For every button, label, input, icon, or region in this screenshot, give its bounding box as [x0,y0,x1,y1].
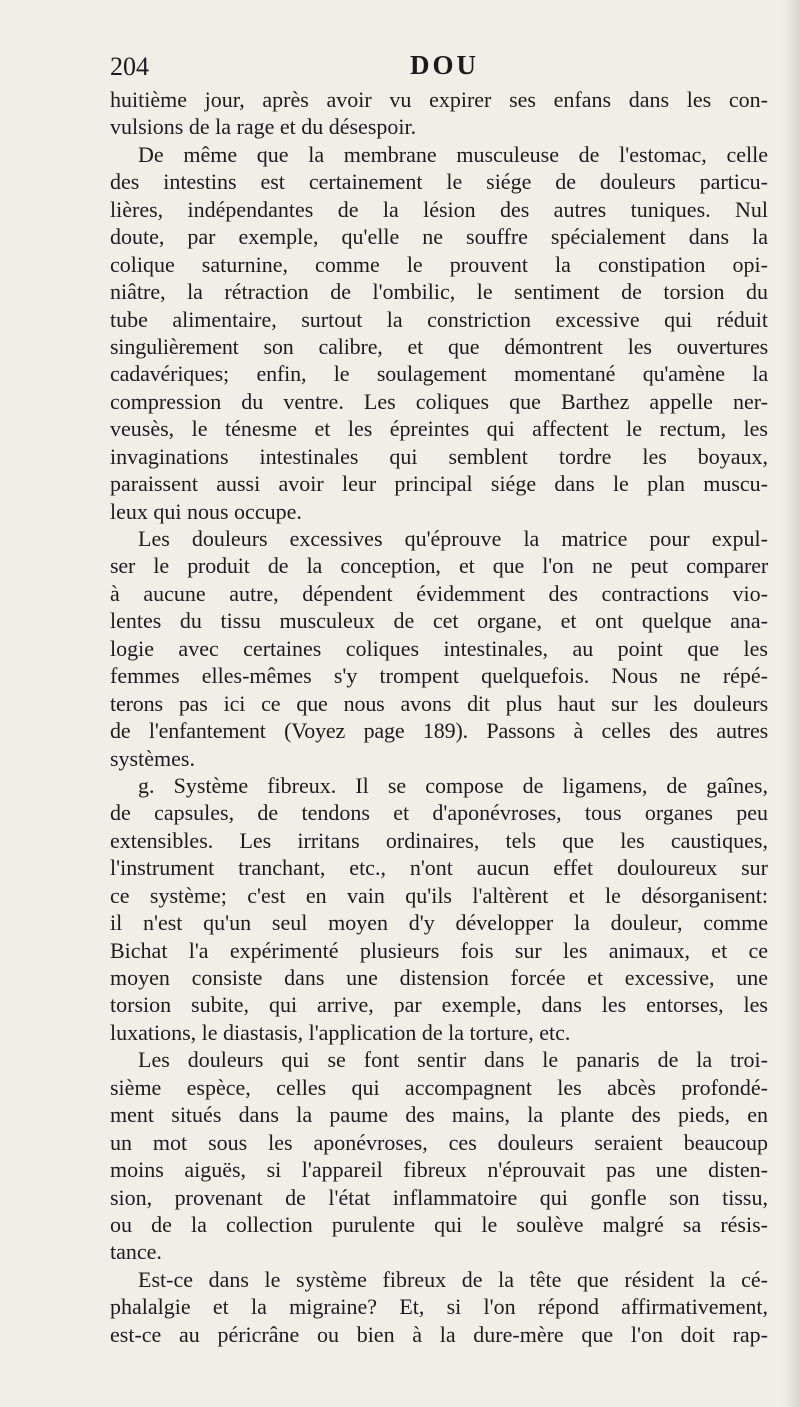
text-line: tube alimentaire, surtout la constriction excessive qui réduit [110,306,768,332]
text-line: lières, indépendantes de la lésion des autres tuniques. Nul [110,196,768,222]
text-line: terons pas ici ce que nous avons dit plus haut sur les douleurs [110,690,768,716]
text-line: moyen consiste dans une distension forcée et excessive, une [110,965,768,990]
text-line: phalalgie et la migraine? Et, si l'on répond affirmativement, [110,1294,768,1320]
text-line: veusès, le ténesme et les épreintes qui affectent le rectum, les [110,416,768,442]
page-header [110,50,768,84]
text-line: extensibles. Les irritans ordinaires, tels que les caustiques, [110,827,768,853]
text-line: lentes du tissu musculeux de cet organe, et ont quelque ana- [110,608,768,634]
text-line: Bichat l'a expérimenté plusieurs fois sur les animaux, et ce [110,937,768,963]
text-line: doute, par exemple, qu'elle ne souffre spécialement dans la [110,224,768,250]
text-line: ce système; c'est en vain qu'ils l'altèrent et le désorganisent: [110,882,768,908]
page-edge-shadow [782,0,800,1407]
text-line: logie avec certaines coliques intestinales, au point que les [110,635,768,661]
text-line: il n'est qu'un seul moyen d'y développer la douleur, comme [110,910,768,936]
text-line: colique saturnine, comme le prouvent la constipation opi- [110,251,768,277]
paragraph-start-line: g. Système fibreux. Il se compose de ligamens, de gaînes, [138,772,768,798]
text-line: compression du ventre. Les coliques que Barthez appelle ner- [110,388,768,414]
page-number: 204 [110,52,149,81]
paragraph-start-line: De même que la membrane musculeuse de l'estomac, celle [138,141,768,167]
text-line: vulsions de la rage et du désespoir. [110,114,417,140]
text-line: moins aiguës, si l'appareil fibreux n'éprouvait pas une disten- [110,1157,768,1183]
text-line: l'instrument tranchant, etc., n'ont aucun effet douloureux sur [110,855,768,881]
text-line: de l'enfantement (Voyez page 189). Passons à celles des autres [110,718,768,744]
text-line: huitième jour, après avoir vu expirer ses enfans dans les con- [110,87,768,112]
text-line: ser le produit de la conception, et que l'on ne peut comparer [110,553,768,579]
text-line: de capsules, de tendons et d'aponévroses, tous organes peu [110,800,768,826]
text-line: ment situés dans la paume des mains, la plante des pieds, en [110,1102,768,1128]
paragraph-start-line: Est-ce dans le système fibreux de la tête que résident la cé- [138,1266,768,1292]
text-line: ou de la collection purulente qui le soulève malgré sa résis- [110,1211,768,1237]
paragraph-start-line: Les douleurs qui se font sentir dans le panaris de la troi- [138,1047,768,1073]
text-line: des intestins est certainement le siége de douleurs particu- [110,169,768,195]
text-line: un mot sous les aponévroses, ces douleurs seraient beaucoup [110,1129,768,1155]
text-line: femmes elles-mêmes s'y trompent quelquefois. Nous ne répé- [110,663,768,689]
text-line: leux qui nous occupe. [110,498,302,524]
text-line: tance. [110,1239,162,1265]
text-line: torsion subite, qui arrive, par exemple, dans les entorses, les [110,992,768,1018]
paragraph-start-line: Les douleurs excessives qu'éprouve la matrice pour expul- [138,526,768,551]
text-line: à aucune autre, dépendent évidemment des contractions vio- [110,580,768,606]
text-line: est-ce au péricrâne ou bien à la dure-mère que l'on doit rap- [110,1321,768,1347]
body-text [110,86,768,1348]
text-line: cadavériques; enfin, le soulagement momentané qu'amène la [110,361,768,387]
text-line: niâtre, la rétraction de l'ombilic, le sentiment de torsion du [110,279,768,305]
text-line: sième espèce, celles qui accompagnent les abcès profondé- [110,1074,768,1100]
text-line: singulièrement son calibre, et que démontrent les ouvertures [110,333,768,359]
text-line: invaginations intestinales qui semblent tordre les boyaux, [110,443,768,469]
text-line: paraissent aussi avoir leur principal siége dans le plan muscu- [110,471,768,497]
running-head: DOU [410,50,479,80]
text-line: sion, provenant de l'état inflammatoire qui gonfle son tissu, [110,1184,768,1210]
text-line: luxations, le diastasis, l'application de la torture, etc. [110,1019,571,1045]
text-line: systèmes. [110,745,195,771]
